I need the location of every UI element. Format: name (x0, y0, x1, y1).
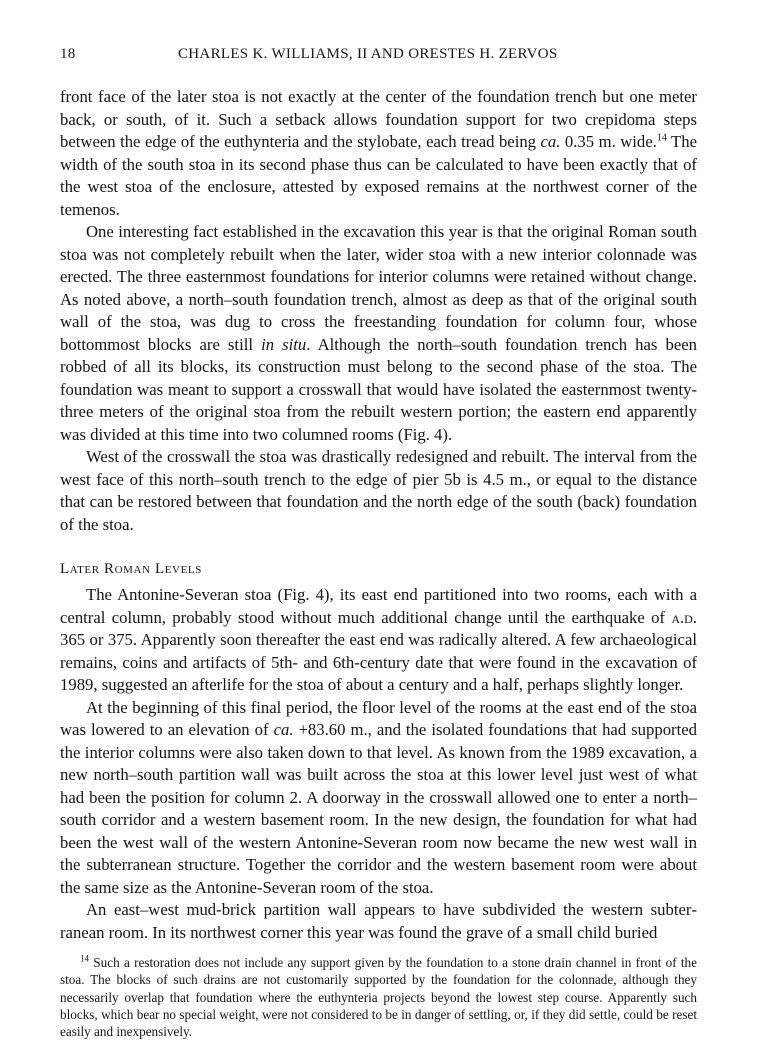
text-run: front face of the later stoa is not exactly at the center of the foundation trench but one meter back, or south, of it. Such a setback allows foundation support for two crepidoma steps between the edge of the euthynteria and the stylobate, each tread being (60, 87, 697, 151)
text-run: 365 or 375. Apparently soon thereafter the east end was radically altered. A few archaeological remains, coins and artifacts of 5th- and 6th-century date that were found in the excavation of 1989, suggested an afterlife for the stoa of about a century and a half, perhaps slightly longer. (60, 630, 697, 694)
text-run: The width of the south stoa in its second phase thus can be calculated to have been exactly that of the west stoa of the enclosure, attested by exposed remains at the northwest corner of the temenos. (60, 132, 697, 219)
paragraph-crosswall: West of the crosswall the stoa was drastically redesigned and rebuilt. The interval from the west face of this north–south trench to the edge of pier 5b is 4.5 m., or equal to the distance that can be restored between that foundation and the north edge of the south (back) foundation of the stoa. (60, 447, 697, 534)
italic-ca: ca. (540, 132, 561, 151)
journal-page (60, 46, 697, 1040)
text-run: At the beginning of this final period, the floor level of the rooms at the east end of the stoa was lowered to an elevation of (60, 697, 697, 739)
text-run: The Antonine-Severan stoa (Fig. 4), its east end partitioned into two rooms, each with a central column, probably stood without much additional change until the earthquake of (60, 585, 697, 627)
section-heading: Later Roman Levels (60, 561, 202, 577)
paragraph-mud-brick-wall: An east–west mud-brick partition wall appears to have subdivided the western subterranean room. In its northwest corner this year was found the grave of a small child buried (60, 900, 697, 942)
paragraph-antonine-severan (60, 584, 697, 697)
text-run: +83.60 m., and the isolated foundations that had supported the interior columns were also taken down to that level. As known from the 1989 excavation, a new north–south partition wall was built across the stoa at this lower level just west of what had been the position for column 2. A doorway in the crosswall allowed one to enter a north–south corridor and a western basement room. In the new design, the foundation for what had been the west wall of the western Antonine-Severan room now became the new west wall in the subterranean structure. Together the corridor and the western basement room were about the same size as the Antonine-Severan room of the stoa. (60, 720, 697, 897)
text-run: One interesting fact established in the excavation this year is that the original Roman south stoa was not completely rebuilt when the later, wider stoa with a new interior colonnade was erected. The three easternmost foundations for interior columns were retained without change. As noted above, a north–south foundation trench, almost as deep as that of the original south wall of the stoa, was dug to cross the freestanding foundation for column four, whose bottommost blocks are still (60, 222, 697, 354)
era-abbreviation: a.d. (671, 607, 697, 627)
body-text (60, 86, 697, 944)
footnote-reference[interactable]: 14 (656, 132, 667, 144)
footnote-14 (60, 954, 697, 1040)
paragraph-final-period (60, 697, 697, 900)
running-head (60, 46, 697, 72)
text-run: . Although the north–south foundation trench has been robbed of all its blocks, its construction must belong to the second phase of the stoa. The foundation was meant to support a crosswall that would have isolated the easternmost twenty-three meters of the original stoa from the rebuilt western portion; the eastern end apparently was divided at this time into two columned rooms (Fig. 4). (60, 334, 698, 444)
footnote-number: 14 (80, 953, 89, 964)
paragraph-original-stoa (60, 221, 697, 446)
italic-ca: ca. (273, 720, 294, 739)
paragraph-stoa-setback (60, 86, 697, 221)
page-number: 18 (60, 46, 76, 62)
text-run: 0.35 m. wide. (560, 132, 657, 151)
footnote-text (60, 954, 697, 1040)
italic-in-situ: in situ (261, 334, 307, 354)
running-title: CHARLES K. WILLIAMS, II AND ORESTES H. ZERVOS (178, 46, 558, 62)
footnote-body: Such a restoration does not include any support given by the foundation to a stone drain channel in front of the stoa. The blocks of such drains are not customarily supported by the foundation for the colonnade, although they necessarily overlap that foundation where the euthynteria projects beyond the lowest step course. Apparently such blocks, which bear no special weight, were not considered to be in danger of settling, or, if they did settle, could be reset easily and inexpensively. (60, 955, 697, 1040)
